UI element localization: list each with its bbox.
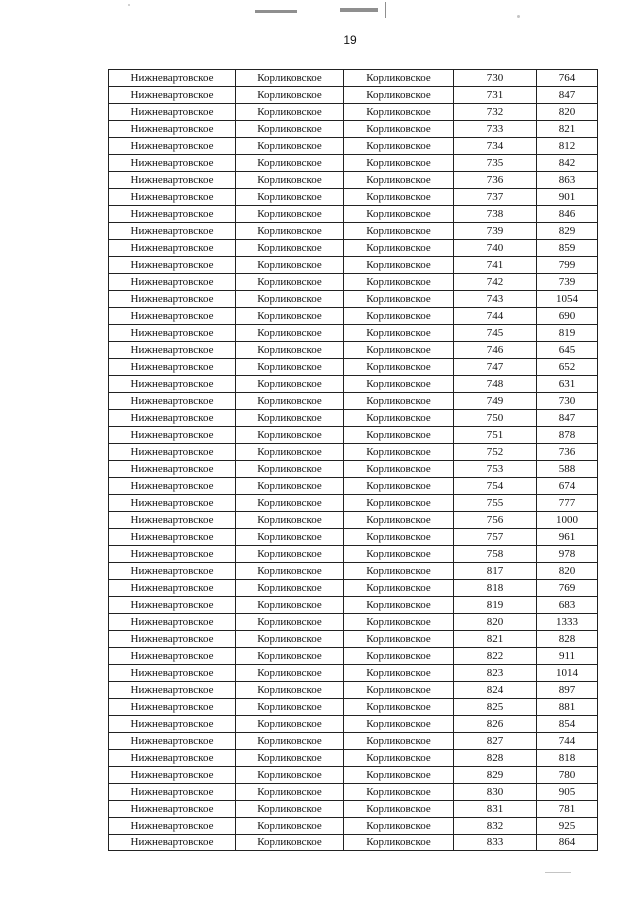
well-number-cell: 753 (454, 461, 537, 478)
well-number-cell: 823 (454, 665, 537, 682)
well-number-cell: 824 (454, 682, 537, 699)
field-cell: Корликовское (236, 410, 344, 427)
value-cell: 842 (537, 155, 598, 172)
field-cell: Корликовское (236, 546, 344, 563)
region-cell: Нижневартовское (109, 631, 236, 648)
value-cell: 828 (537, 631, 598, 648)
region-cell: Нижневартовское (109, 546, 236, 563)
field-cell: Корликовское (236, 665, 344, 682)
well-number-cell: 751 (454, 427, 537, 444)
region-cell: Нижневартовское (109, 580, 236, 597)
well-number-cell: 736 (454, 172, 537, 189)
region-cell: Нижневартовское (109, 648, 236, 665)
deposit-cell: Корликовское (344, 597, 454, 614)
field-cell: Корликовское (236, 801, 344, 818)
well-number-cell: 757 (454, 529, 537, 546)
table-row (109, 597, 598, 614)
well-number-cell: 819 (454, 597, 537, 614)
well-number-cell: 822 (454, 648, 537, 665)
table-row (109, 767, 598, 784)
table-row (109, 563, 598, 580)
region-cell: Нижневартовское (109, 189, 236, 206)
table-row (109, 818, 598, 835)
value-cell: 674 (537, 478, 598, 495)
region-cell: Нижневартовское (109, 342, 236, 359)
region-cell: Нижневартовское (109, 206, 236, 223)
deposit-cell: Корликовское (344, 495, 454, 512)
region-cell: Нижневартовское (109, 274, 236, 291)
field-cell: Корликовское (236, 597, 344, 614)
value-cell: 736 (537, 444, 598, 461)
table-row (109, 495, 598, 512)
value-cell: 925 (537, 818, 598, 835)
well-number-cell: 744 (454, 308, 537, 325)
deposit-cell: Корликовское (344, 87, 454, 104)
table-row (109, 87, 598, 104)
value-cell: 821 (537, 121, 598, 138)
value-cell: 1014 (537, 665, 598, 682)
well-number-cell: 830 (454, 784, 537, 801)
well-number-cell: 738 (454, 206, 537, 223)
table-row (109, 801, 598, 818)
deposit-cell: Корликовское (344, 172, 454, 189)
well-number-cell: 746 (454, 342, 537, 359)
region-cell: Нижневартовское (109, 308, 236, 325)
deposit-cell: Корликовское (344, 376, 454, 393)
table-row (109, 257, 598, 274)
well-number-cell: 749 (454, 393, 537, 410)
value-cell: 769 (537, 580, 598, 597)
field-cell: Корликовское (236, 104, 344, 121)
table-row (109, 427, 598, 444)
well-number-cell: 833 (454, 835, 537, 851)
value-cell: 847 (537, 87, 598, 104)
well-number-cell: 826 (454, 716, 537, 733)
deposit-cell: Корликовское (344, 512, 454, 529)
field-cell: Корликовское (236, 240, 344, 257)
table-row (109, 138, 598, 155)
region-cell: Нижневартовское (109, 257, 236, 274)
value-cell: 864 (537, 835, 598, 851)
value-cell: 878 (537, 427, 598, 444)
table-row (109, 155, 598, 172)
field-cell: Корликовское (236, 784, 344, 801)
region-cell: Нижневартовское (109, 87, 236, 104)
region-cell: Нижневартовское (109, 325, 236, 342)
value-cell: 1054 (537, 291, 598, 308)
value-cell: 645 (537, 342, 598, 359)
well-number-cell: 750 (454, 410, 537, 427)
value-cell: 780 (537, 767, 598, 784)
deposit-cell: Корликовское (344, 818, 454, 835)
well-number-cell: 733 (454, 121, 537, 138)
well-number-cell: 752 (454, 444, 537, 461)
value-cell: 799 (537, 257, 598, 274)
value-cell: 739 (537, 274, 598, 291)
region-cell: Нижневартовское (109, 70, 236, 87)
region-cell: Нижневартовское (109, 393, 236, 410)
data-table (108, 69, 598, 851)
deposit-cell: Корликовское (344, 580, 454, 597)
field-cell: Корликовское (236, 529, 344, 546)
table-row (109, 325, 598, 342)
value-cell: 901 (537, 189, 598, 206)
region-cell: Нижневартовское (109, 121, 236, 138)
deposit-cell: Корликовское (344, 70, 454, 87)
field-cell: Корликовское (236, 835, 344, 851)
field-cell: Корликовское (236, 393, 344, 410)
table-row (109, 121, 598, 138)
table-row (109, 665, 598, 682)
table-row (109, 750, 598, 767)
field-cell: Корликовское (236, 818, 344, 835)
scan-artifact (340, 8, 378, 12)
deposit-cell: Корликовское (344, 410, 454, 427)
region-cell: Нижневартовское (109, 240, 236, 257)
value-cell: 631 (537, 376, 598, 393)
value-cell: 764 (537, 70, 598, 87)
field-cell: Корликовское (236, 716, 344, 733)
field-cell: Корликовское (236, 376, 344, 393)
field-cell: Корликовское (236, 682, 344, 699)
well-number-cell: 741 (454, 257, 537, 274)
deposit-cell: Корликовское (344, 359, 454, 376)
deposit-cell: Корликовское (344, 104, 454, 121)
table-row (109, 189, 598, 206)
field-cell: Корликовское (236, 631, 344, 648)
region-cell: Нижневартовское (109, 291, 236, 308)
well-number-cell: 832 (454, 818, 537, 835)
field-cell: Корликовское (236, 444, 344, 461)
region-cell: Нижневартовское (109, 733, 236, 750)
field-cell: Корликовское (236, 87, 344, 104)
deposit-cell: Корликовское (344, 240, 454, 257)
deposit-cell: Корликовское (344, 733, 454, 750)
table-row (109, 580, 598, 597)
well-number-cell: 758 (454, 546, 537, 563)
region-cell: Нижневартовское (109, 699, 236, 716)
well-number-cell: 827 (454, 733, 537, 750)
table-row (109, 835, 598, 851)
table-row (109, 614, 598, 631)
region-cell: Нижневартовское (109, 495, 236, 512)
value-cell: 652 (537, 359, 598, 376)
scan-speck (128, 4, 130, 6)
deposit-cell: Корликовское (344, 529, 454, 546)
region-cell: Нижневартовское (109, 223, 236, 240)
deposit-cell: Корликовское (344, 206, 454, 223)
well-number-cell: 743 (454, 291, 537, 308)
field-cell: Корликовское (236, 291, 344, 308)
table-row (109, 410, 598, 427)
field-cell: Корликовское (236, 427, 344, 444)
deposit-cell: Корликовское (344, 835, 454, 851)
deposit-cell: Корликовское (344, 801, 454, 818)
field-cell: Корликовское (236, 733, 344, 750)
deposit-cell: Корликовское (344, 223, 454, 240)
table-row (109, 359, 598, 376)
value-cell: 897 (537, 682, 598, 699)
field-cell: Корликовское (236, 461, 344, 478)
region-cell: Нижневартовское (109, 172, 236, 189)
deposit-cell: Корликовское (344, 325, 454, 342)
value-cell: 829 (537, 223, 598, 240)
region-cell: Нижневартовское (109, 529, 236, 546)
deposit-cell: Корликовское (344, 716, 454, 733)
table-row (109, 512, 598, 529)
region-cell: Нижневартовское (109, 138, 236, 155)
field-cell: Корликовское (236, 189, 344, 206)
value-cell: 859 (537, 240, 598, 257)
deposit-cell: Корликовское (344, 291, 454, 308)
value-cell: 820 (537, 104, 598, 121)
field-cell: Корликовское (236, 308, 344, 325)
table-row (109, 70, 598, 87)
well-number-cell: 756 (454, 512, 537, 529)
deposit-cell: Корликовское (344, 274, 454, 291)
field-cell: Корликовское (236, 563, 344, 580)
value-cell: 690 (537, 308, 598, 325)
deposit-cell: Корликовское (344, 478, 454, 495)
value-cell: 863 (537, 172, 598, 189)
well-number-cell: 828 (454, 750, 537, 767)
field-cell: Корликовское (236, 138, 344, 155)
value-cell: 905 (537, 784, 598, 801)
table-row (109, 223, 598, 240)
table-row (109, 376, 598, 393)
deposit-cell: Корликовское (344, 699, 454, 716)
value-cell: 819 (537, 325, 598, 342)
table-row (109, 784, 598, 801)
well-number-cell: 829 (454, 767, 537, 784)
value-cell: 1333 (537, 614, 598, 631)
table-row (109, 274, 598, 291)
field-cell: Корликовское (236, 614, 344, 631)
deposit-cell: Корликовское (344, 750, 454, 767)
well-number-cell: 755 (454, 495, 537, 512)
region-cell: Нижневартовское (109, 376, 236, 393)
value-cell: 1000 (537, 512, 598, 529)
table-row (109, 444, 598, 461)
field-cell: Корликовское (236, 223, 344, 240)
deposit-cell: Корликовское (344, 444, 454, 461)
field-cell: Корликовское (236, 342, 344, 359)
field-cell: Корликовское (236, 172, 344, 189)
table-row (109, 716, 598, 733)
field-cell: Корликовское (236, 750, 344, 767)
field-cell: Корликовское (236, 274, 344, 291)
deposit-cell: Корликовское (344, 563, 454, 580)
value-cell: 854 (537, 716, 598, 733)
well-number-cell: 747 (454, 359, 537, 376)
region-cell: Нижневартовское (109, 614, 236, 631)
deposit-cell: Корликовское (344, 138, 454, 155)
field-cell: Корликовское (236, 648, 344, 665)
deposit-cell: Корликовское (344, 308, 454, 325)
deposit-cell: Корликовское (344, 189, 454, 206)
well-number-cell: 748 (454, 376, 537, 393)
table-row (109, 172, 598, 189)
region-cell: Нижневартовское (109, 835, 236, 851)
deposit-cell: Корликовское (344, 682, 454, 699)
field-cell: Корликовское (236, 580, 344, 597)
well-number-cell: 742 (454, 274, 537, 291)
region-cell: Нижневартовское (109, 359, 236, 376)
deposit-cell: Корликовское (344, 393, 454, 410)
well-number-cell: 732 (454, 104, 537, 121)
table-row (109, 240, 598, 257)
well-number-cell: 734 (454, 138, 537, 155)
region-cell: Нижневартовское (109, 410, 236, 427)
deposit-cell: Корликовское (344, 257, 454, 274)
region-cell: Нижневартовское (109, 784, 236, 801)
deposit-cell: Корликовское (344, 427, 454, 444)
deposit-cell: Корликовское (344, 631, 454, 648)
deposit-cell: Корликовское (344, 767, 454, 784)
well-number-cell: 731 (454, 87, 537, 104)
well-number-cell: 730 (454, 70, 537, 87)
well-number-cell: 820 (454, 614, 537, 631)
well-number-cell: 825 (454, 699, 537, 716)
field-cell: Корликовское (236, 512, 344, 529)
table-row (109, 682, 598, 699)
field-cell: Корликовское (236, 478, 344, 495)
region-cell: Нижневартовское (109, 427, 236, 444)
field-cell: Корликовское (236, 767, 344, 784)
value-cell: 730 (537, 393, 598, 410)
region-cell: Нижневартовское (109, 155, 236, 172)
value-cell: 812 (537, 138, 598, 155)
region-cell: Нижневартовское (109, 818, 236, 835)
value-cell: 911 (537, 648, 598, 665)
table-row (109, 291, 598, 308)
deposit-cell: Корликовское (344, 648, 454, 665)
deposit-cell: Корликовское (344, 546, 454, 563)
field-cell: Корликовское (236, 325, 344, 342)
value-cell: 961 (537, 529, 598, 546)
table-row (109, 461, 598, 478)
well-number-cell: 818 (454, 580, 537, 597)
field-cell: Корликовское (236, 155, 344, 172)
table-row (109, 308, 598, 325)
deposit-cell: Корликовское (344, 614, 454, 631)
field-cell: Корликовское (236, 121, 344, 138)
field-cell: Корликовское (236, 699, 344, 716)
table-row (109, 342, 598, 359)
scan-speck (545, 872, 571, 873)
region-cell: Нижневартовское (109, 716, 236, 733)
well-number-cell: 831 (454, 801, 537, 818)
region-cell: Нижневартовское (109, 665, 236, 682)
region-cell: Нижневартовское (109, 682, 236, 699)
well-number-cell: 754 (454, 478, 537, 495)
field-cell: Корликовское (236, 257, 344, 274)
scan-artifact (255, 10, 297, 13)
value-cell: 847 (537, 410, 598, 427)
value-cell: 818 (537, 750, 598, 767)
deposit-cell: Корликовское (344, 121, 454, 138)
region-cell: Нижневартовское (109, 444, 236, 461)
region-cell: Нижневартовское (109, 104, 236, 121)
scan-speck (517, 15, 520, 18)
region-cell: Нижневартовское (109, 563, 236, 580)
table-row (109, 104, 598, 121)
field-cell: Корликовское (236, 495, 344, 512)
table-row (109, 733, 598, 750)
well-number-cell: 740 (454, 240, 537, 257)
value-cell: 683 (537, 597, 598, 614)
table-row (109, 546, 598, 563)
deposit-cell: Корликовское (344, 155, 454, 172)
deposit-cell: Корликовское (344, 665, 454, 682)
well-number-cell: 739 (454, 223, 537, 240)
table-row (109, 699, 598, 716)
region-cell: Нижневартовское (109, 750, 236, 767)
well-number-cell: 745 (454, 325, 537, 342)
value-cell: 588 (537, 461, 598, 478)
table-row (109, 478, 598, 495)
value-cell: 978 (537, 546, 598, 563)
region-cell: Нижневартовское (109, 461, 236, 478)
well-number-cell: 735 (454, 155, 537, 172)
deposit-cell: Корликовское (344, 342, 454, 359)
value-cell: 777 (537, 495, 598, 512)
region-cell: Нижневартовское (109, 767, 236, 784)
table-row (109, 648, 598, 665)
region-cell: Нижневартовское (109, 478, 236, 495)
page-number: 19 (343, 33, 357, 47)
region-cell: Нижневартовское (109, 801, 236, 818)
table-row (109, 529, 598, 546)
table-row (109, 393, 598, 410)
field-cell: Корликовское (236, 359, 344, 376)
value-cell: 744 (537, 733, 598, 750)
deposit-cell: Корликовское (344, 784, 454, 801)
deposit-cell: Корликовское (344, 461, 454, 478)
well-number-cell: 817 (454, 563, 537, 580)
value-cell: 846 (537, 206, 598, 223)
region-cell: Нижневартовское (109, 512, 236, 529)
scan-artifact (385, 2, 386, 18)
region-cell: Нижневартовское (109, 597, 236, 614)
well-number-cell: 821 (454, 631, 537, 648)
field-cell: Корликовское (236, 70, 344, 87)
well-number-cell: 737 (454, 189, 537, 206)
table-row (109, 631, 598, 648)
value-cell: 781 (537, 801, 598, 818)
table-row (109, 206, 598, 223)
value-cell: 881 (537, 699, 598, 716)
field-cell: Корликовское (236, 206, 344, 223)
value-cell: 820 (537, 563, 598, 580)
